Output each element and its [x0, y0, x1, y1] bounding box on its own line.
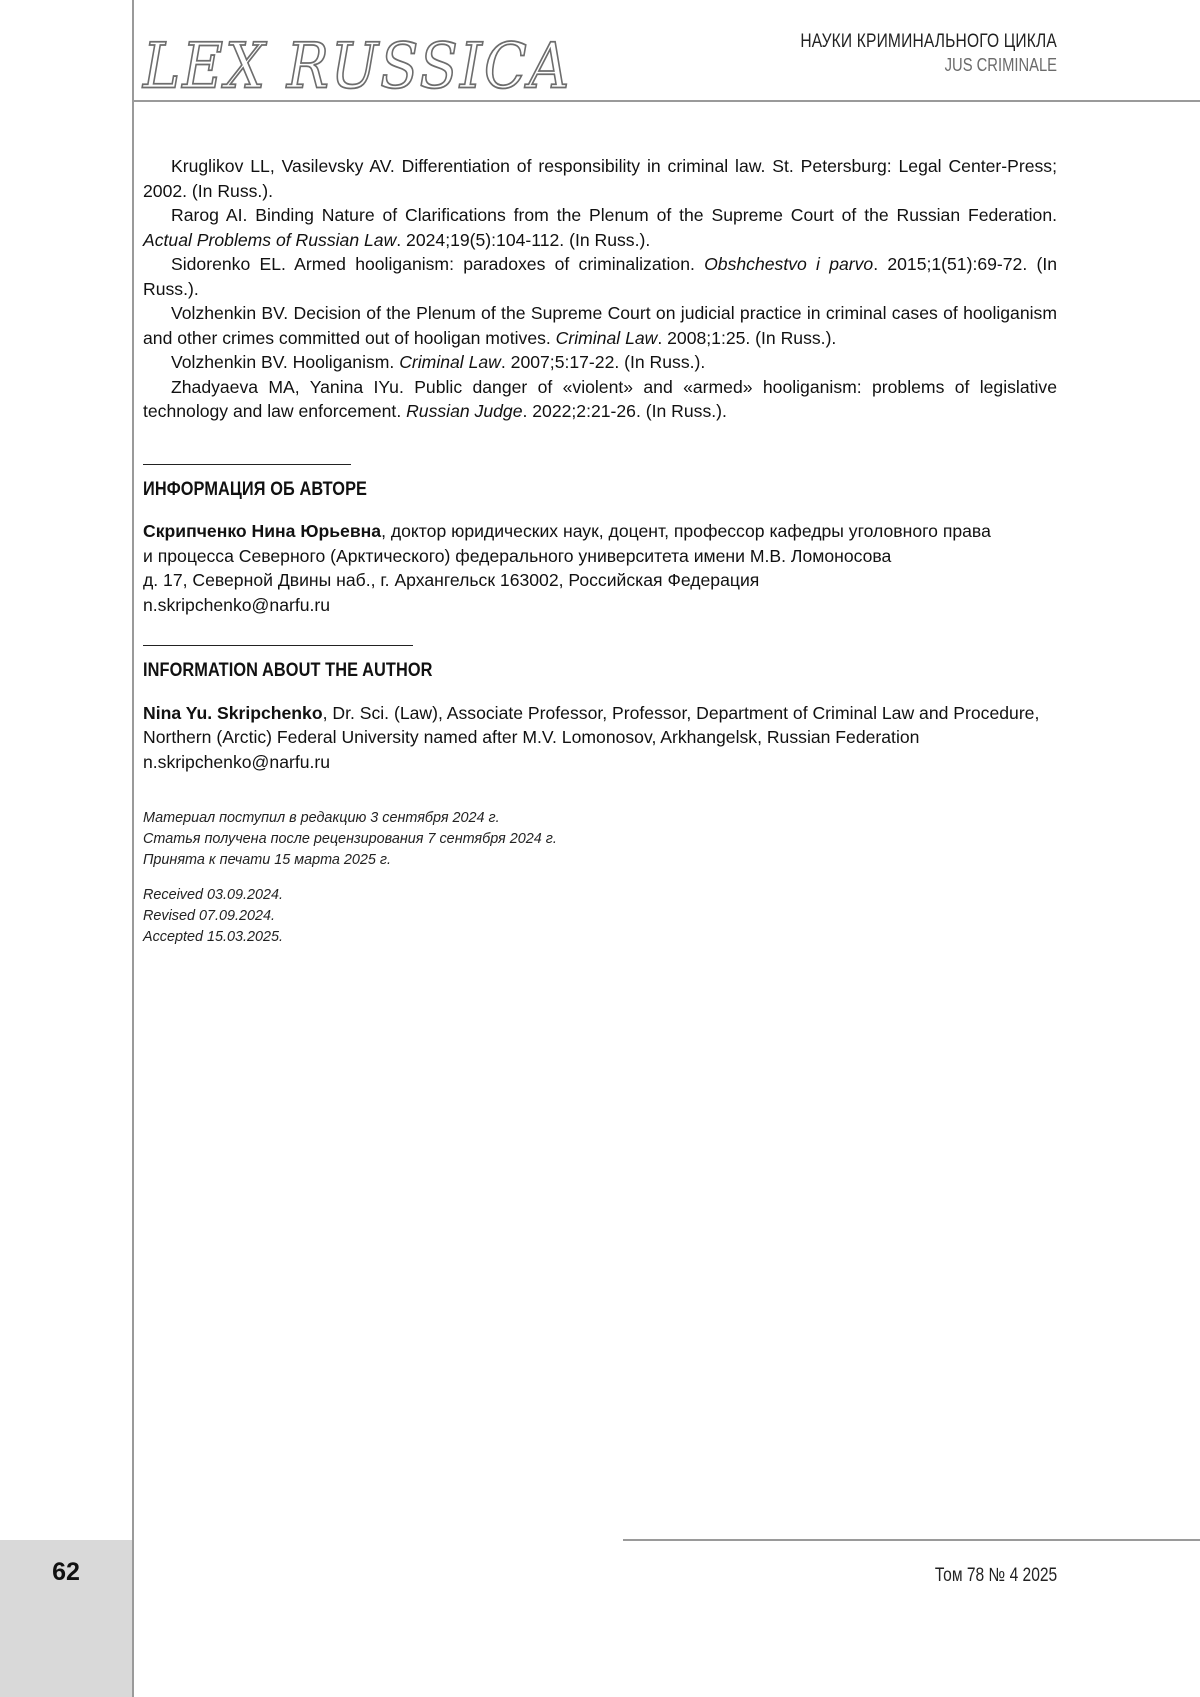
section-subtitle: JUS CRIMINALE [945, 55, 1057, 77]
author-ru-details-1: , доктор юридических наук, доцент, профессор кафедры уголовного права [381, 521, 991, 541]
journal-logo: LEX RUSSICA [143, 36, 571, 99]
main-content [143, 154, 1057, 948]
reference-item [143, 375, 1057, 424]
author-ru-address: д. 17, Северной Двины наб., г. Архангельск 163002, Российская Федерация [143, 568, 1057, 593]
reference-details: . 2007;5:17-22. (In Russ.). [501, 352, 705, 372]
author-ru-line [143, 519, 1057, 544]
author-ru-divider [143, 464, 351, 465]
author-en-divider [143, 645, 413, 646]
reference-journal: Obshchestvo i parvo [704, 254, 873, 274]
reference-item [143, 350, 1057, 375]
reference-item [143, 252, 1057, 301]
reference-text: Rarog AI. Binding Nature of Clarifications from the Plenum of the Supreme Court of the Russian Federation. [171, 205, 1057, 225]
reference-journal: Criminal Law [556, 328, 658, 348]
reference-text: Kruglikov LL, Vasilevsky AV. Differentiation of responsibility in criminal law. St. Petersburg: Legal Center-Press; 2002. (In Russ.). [143, 156, 1057, 201]
date-en-received: Received 03.09.2024. [143, 885, 1057, 906]
footer-divider [623, 1539, 1200, 1541]
reference-list [143, 154, 1057, 424]
page-number: 62 [0, 1558, 132, 1587]
section-title: НАУКИ КРИМИНАЛЬНОГО ЦИКЛА [800, 31, 1057, 54]
date-ru-received: Материал поступил в редакцию 3 сентября 2024 г. [143, 808, 1057, 829]
left-margin-rule [132, 0, 134, 1697]
author-ru-email[interactable]: n.skripchenko@narfu.ru [143, 593, 1057, 618]
author-ru-heading: ИНФОРМАЦИЯ ОБ АВТОРЕ [143, 478, 929, 503]
reference-journal: Criminal Law [399, 352, 501, 372]
author-ru-details-2: и процесса Северного (Арктического) федерального университета имени М.В. Ломоносова [143, 544, 1057, 569]
reference-details: . 2015;1(51):69-72. (In Russ.). [143, 254, 1057, 299]
author-en-email[interactable]: n.skripchenko@narfu.ru [143, 750, 1057, 775]
reference-details: . 2024;19(5):104-112. (In Russ.). [396, 230, 650, 250]
date-ru-revised: Статья получена после рецензирования 7 сентября 2024 г. [143, 829, 1057, 850]
reference-text: Volzhenkin BV. Hooliganism. [171, 352, 399, 372]
issue-info: Том 78 № 4 2025 [935, 1565, 1057, 1587]
reference-item [143, 203, 1057, 252]
author-en-heading: INFORMATION ABOUT THE AUTHOR [143, 659, 929, 684]
reference-item [143, 154, 1057, 203]
date-ru-accepted: Принята к печати 15 марта 2025 г. [143, 850, 1057, 871]
author-en-name: Nina Yu. Skripchenko [143, 703, 323, 723]
author-ru-name: Скрипченко Нина Юрьевна [143, 521, 381, 541]
reference-text: Volzhenkin BV. Decision of the Plenum of the Supreme Court on judicial practice in criminal cases of hooliganism and other crimes committed out of hooligan motives. [143, 303, 1057, 348]
reference-journal: Actual Problems of Russian Law [143, 230, 396, 250]
reference-journal: Russian Judge [406, 401, 522, 421]
author-en-details-1: , Dr. Sci. (Law), Associate Professor, Professor, Department of Criminal Law and Procedure, [323, 703, 1040, 723]
reference-details: . 2008;1:25. (In Russ.). [657, 328, 836, 348]
publication-dates [143, 808, 1057, 948]
author-en-details-2: Northern (Arctic) Federal University named after M.V. Lomonosov, Arkhangelsk, Russian Federation [143, 725, 1057, 750]
reference-text: Sidorenko EL. Armed hooliganism: paradoxes of criminalization. [171, 254, 704, 274]
reference-item [143, 301, 1057, 350]
author-en-info [143, 701, 1057, 775]
author-ru-info [143, 519, 1057, 617]
reference-details: . 2022;2:21-26. (In Russ.). [522, 401, 726, 421]
reference-text: Zhadyaeva MA, Yanina IYu. Public danger of «violent» and «armed» hooliganism: problems of legislative technology and law enforcement. [143, 377, 1057, 422]
date-en-revised: Revised 07.09.2024. [143, 906, 1057, 927]
author-en-line [143, 701, 1057, 726]
date-en-accepted: Accepted 15.03.2025. [143, 927, 1057, 948]
